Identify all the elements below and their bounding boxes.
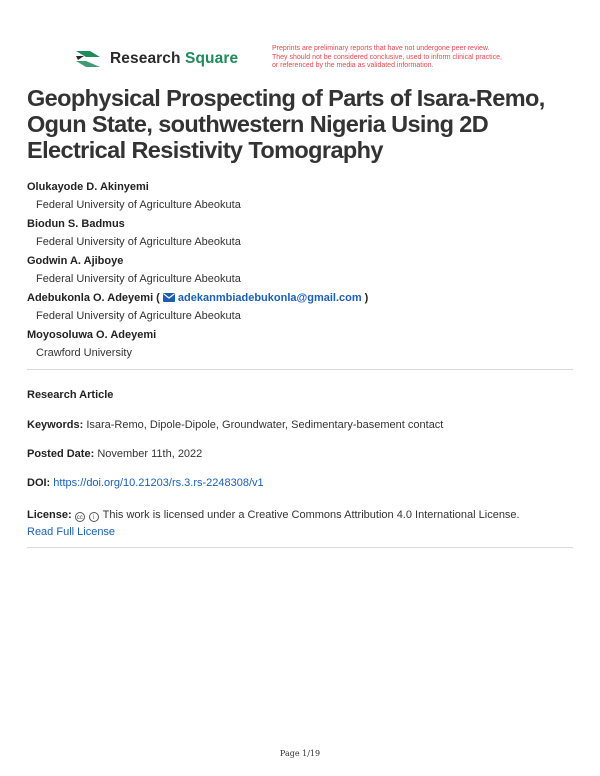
author-affiliation: Crawford University (36, 347, 132, 359)
divider (27, 547, 573, 548)
mail-icon (163, 293, 175, 302)
author-entry (27, 292, 572, 323)
author-entry (27, 218, 572, 249)
author-name: Godwin A. Ajiboye (27, 255, 124, 267)
author-email-link[interactable]: adekanmbiadebukonla@gmail.com (177, 292, 362, 304)
keywords-field (27, 419, 443, 431)
keywords-value: Isara-Remo, Dipole-Dipole, Groundwater, Sedimentary-basement contact (86, 419, 444, 431)
research-square-logo[interactable] (74, 47, 238, 71)
author-name: Moyosoluwa O. Adeyemi (27, 329, 157, 341)
read-full-license-link[interactable]: Read Full License (27, 526, 116, 538)
license-field (27, 507, 520, 541)
page-number: Page 1/19 (279, 749, 321, 758)
doi-link[interactable]: https://doi.org/10.21203/rs.3.rs-2248308/v1 (53, 477, 264, 489)
author-entry (27, 181, 572, 212)
author-affiliation: Federal University of Agriculture Abeokuta (36, 273, 241, 285)
doi-label: DOI: (27, 477, 51, 489)
license-text: This work is licensed under a Creative Commons Attribution 4.0 International License. (102, 509, 520, 521)
article-type: Research Article (27, 389, 114, 401)
notice-line: or referenced by the media as validated information. (272, 62, 434, 69)
license-label: License: (27, 509, 72, 521)
preprint-notice (272, 45, 542, 71)
author-entry (27, 255, 572, 286)
posted-date-value: November 11th, 2022 (97, 448, 203, 460)
author-name: Olukayode D. Akinyemi (27, 181, 149, 193)
posted-date-label: Posted Date: (27, 448, 95, 460)
author-name-with-email: Adebukonla O. Adeyemi ( adekanmbiadebukonla@gmail.com ) (27, 292, 369, 304)
cc-icon: cc (75, 512, 85, 522)
divider (27, 369, 573, 370)
author-list (27, 181, 572, 366)
author-entry (27, 329, 572, 360)
notice-line: They should not be considered conclusive, used to inform clinical practice, (272, 53, 502, 61)
doi-field (27, 477, 264, 489)
author-name: Biodun S. Badmus (27, 218, 125, 230)
author-affiliation: Federal University of Agriculture Abeokuta (36, 199, 241, 211)
notice-line: Preprints are preliminary reports that have not undergone peer review. (272, 45, 490, 52)
author-affiliation: Federal University of Agriculture Abeokuta (36, 310, 241, 322)
paper-title: Geophysical Prospecting of Parts of Isara-Remo, Ogun State, southwestern Nigeria Using 2D Electrical Resistivity Tomography (27, 85, 545, 163)
keywords-label: Keywords: (27, 419, 84, 431)
posted-date-field (27, 448, 202, 460)
brand-name: Research Square (110, 50, 239, 67)
research-square-logo-icon (74, 47, 102, 71)
author-affiliation: Federal University of Agriculture Abeokuta (36, 236, 241, 248)
by-icon: i (89, 512, 99, 522)
